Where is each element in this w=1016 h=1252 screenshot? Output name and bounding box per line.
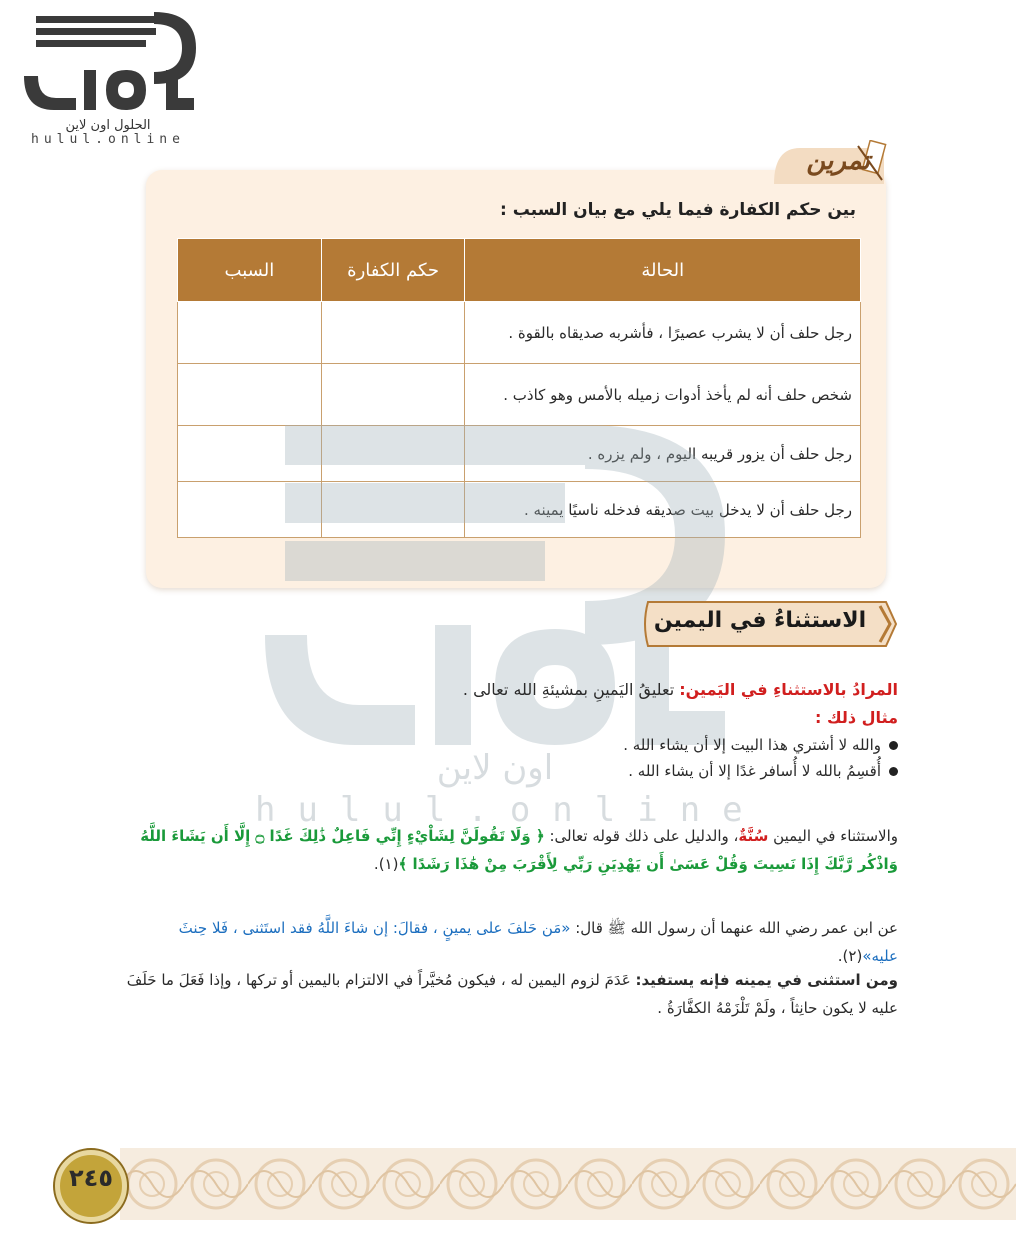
- definition-text: تعليقُ اليَمينِ بمشيئةِ الله تعالى .: [462, 680, 680, 699]
- table-row: [178, 302, 861, 364]
- hadith-pre: عن ابن عمر رضي الله عنهما أن رسول الله ﷺ قال:: [570, 919, 898, 937]
- hadith-footnote: (٢).: [837, 947, 863, 965]
- example-text: والله لا أشتري هذا البيت إلا أن يشاء الله .: [623, 736, 881, 754]
- table-header-row: [178, 239, 861, 302]
- case-cell: رجل حلف أن لا يشرب عصيرًا ، فأشربه صديقاه بالقوة .: [465, 302, 861, 364]
- list-item: [623, 762, 898, 780]
- watermark-latin: hulul.online: [255, 790, 765, 830]
- reason-cell[interactable]: [178, 364, 322, 426]
- sunnah-mid: ، والدليل على ذلك قوله تعالى:: [544, 827, 739, 845]
- footer-ornament: [120, 1148, 1016, 1220]
- exercise-table: [177, 238, 861, 538]
- table-row: [178, 426, 861, 482]
- ruling-cell[interactable]: [321, 302, 465, 364]
- bullet-icon: [889, 741, 898, 750]
- table-row: [178, 482, 861, 538]
- watermark-subtitle: اون لاين: [436, 748, 554, 788]
- bullet-icon: [889, 767, 898, 776]
- ruling-cell[interactable]: [321, 426, 465, 482]
- example-text: أُقسِمُ بالله لا أُسافر غدًا إلا أن يشاء الله .: [628, 762, 881, 780]
- header-ruling: حكم الكفارة: [321, 239, 465, 302]
- list-item: [623, 736, 898, 754]
- hadith-text: «مَن حَلفَ على يمينٍ ، فقالَ: إن شاءَ اللَّهُ فقد استَثنى ، فَلا حِنثَ عليه»: [178, 919, 898, 965]
- case-cell: رجل حلف أن لا يدخل بيت صديقه فدخله ناسيًا يمينه .: [465, 482, 861, 538]
- sunnah-paragraph: [118, 822, 898, 878]
- reason-cell[interactable]: [178, 482, 322, 538]
- benefit-term: ومن استثنى في يمينه فإنه يستفيد:: [635, 971, 898, 989]
- benefit-text: عَدَمَ لزوم اليمين له ، فيكون مُخيَّراً في الالتزام باليمين أو تركها ، وإذا فَعَلَ ما حَلَفَ عليه لا يكون حانِثاً ، ولَمْ تَلْزَمْهُ الكفَّارَةُ .: [126, 971, 898, 1017]
- exercise-tab-label: تمرين: [806, 146, 870, 176]
- reason-cell[interactable]: [178, 302, 322, 364]
- sunnah-word: سُنَّةٌ: [738, 827, 769, 845]
- benefit-paragraph: [118, 966, 898, 1022]
- example-heading: مثال ذلك :: [815, 708, 898, 727]
- header-case: الحالة: [465, 239, 861, 302]
- example-list: [623, 736, 898, 788]
- ruling-cell[interactable]: [321, 364, 465, 426]
- definition-term: المرادُ بالاستثناءِ في اليَمين:: [679, 680, 898, 699]
- ruling-cell[interactable]: [321, 482, 465, 538]
- hadith-paragraph: [118, 914, 898, 970]
- logo-latin: hulul.online: [31, 132, 185, 147]
- sunnah-pre: والاستثناء في اليمين: [768, 827, 898, 845]
- quran-verse: ﴿ وَلَا تَقُولَنَّ لِشَاْيْءٍ إِنِّي فَاعِلٌ ذَٰلِكَ غَدًا ۝ إِلَّا أَن يَشَاءَ اللَّهُ وَاذْكُر رَّبَّكَ إِذَا نَسِيتَ وَقُلْ عَسَىٰ أَن يَهْدِيَنِ رَبِّي لِأَقْرَبَ مِنْ هَٰذَا رَشَدًا ﴾: [140, 827, 898, 873]
- case-cell: رجل حلف أن يزور قريبه اليوم ، ولم يزره .: [465, 426, 861, 482]
- definition-line: [463, 680, 898, 699]
- section-title: الاستثناءُ في اليمين: [653, 608, 867, 633]
- reason-cell[interactable]: [178, 426, 322, 482]
- logo-subtitle: الحلول اون لاين: [65, 118, 151, 133]
- header-reason: السبب: [178, 239, 322, 302]
- page-number: ٢٤٥: [69, 1164, 113, 1192]
- case-cell: شخص حلف أنه لم يأخذ أدوات زميله بالأمس وهو كاذب .: [465, 364, 861, 426]
- verse-footnote: (١).: [373, 855, 399, 873]
- exercise-instruction: بين حكم الكفارة فيما يلي مع بيان السبب :: [500, 200, 856, 220]
- table-row: [178, 364, 861, 426]
